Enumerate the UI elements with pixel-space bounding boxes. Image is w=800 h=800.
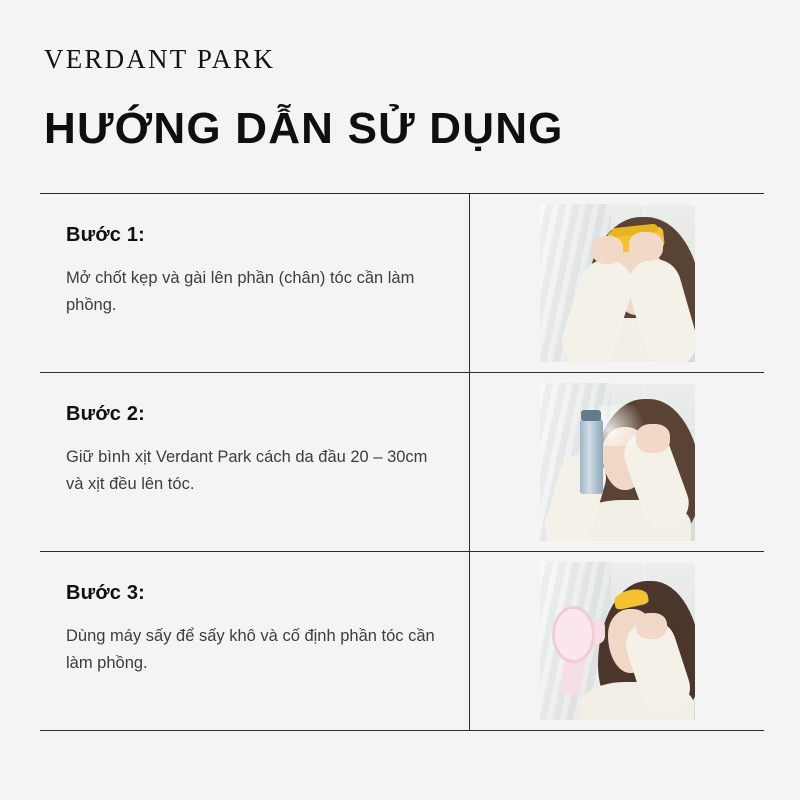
page-title: HƯỚNG DẪN SỬ DỤNG — [44, 104, 564, 153]
step-image-cell — [470, 194, 764, 372]
right-hand-shape — [636, 424, 670, 452]
steps-table — [40, 193, 764, 731]
hair-dryer-head-shape — [552, 606, 595, 663]
step-text-cell — [40, 194, 470, 372]
table-row — [40, 552, 764, 730]
step-body: Mở chốt kẹp và gài lên phần (chân) tóc cần làm phồng. — [66, 269, 415, 314]
step-title: Bước 3: — [66, 582, 146, 604]
right-hand-shape — [636, 613, 667, 640]
spray-can-shape — [580, 418, 603, 494]
brand-name: VERDANT PARK — [44, 44, 276, 74]
spray-can-cap-shape — [581, 410, 601, 421]
left-hand-shape — [592, 236, 623, 264]
step-body: Giữ bình xịt Verdant Park cách da đầu 20 – 30cm và xịt đều lên tóc. — [66, 448, 428, 493]
table-row — [40, 373, 764, 552]
step-image-cell — [470, 373, 764, 551]
step-text-cell — [40, 373, 470, 551]
step-image-cell — [470, 552, 764, 730]
table-row — [40, 194, 764, 373]
step-title: Bước 1: — [66, 224, 146, 246]
step-1-photo — [540, 204, 695, 362]
step-text-cell — [40, 552, 470, 730]
step-title: Bước 2: — [66, 403, 146, 425]
step-2-photo — [540, 383, 695, 541]
step-3-photo — [540, 562, 695, 720]
step-body: Dùng máy sấy để sấy khô và cố định phần tóc cần làm phồng. — [66, 627, 435, 672]
right-hand-shape — [629, 232, 663, 260]
